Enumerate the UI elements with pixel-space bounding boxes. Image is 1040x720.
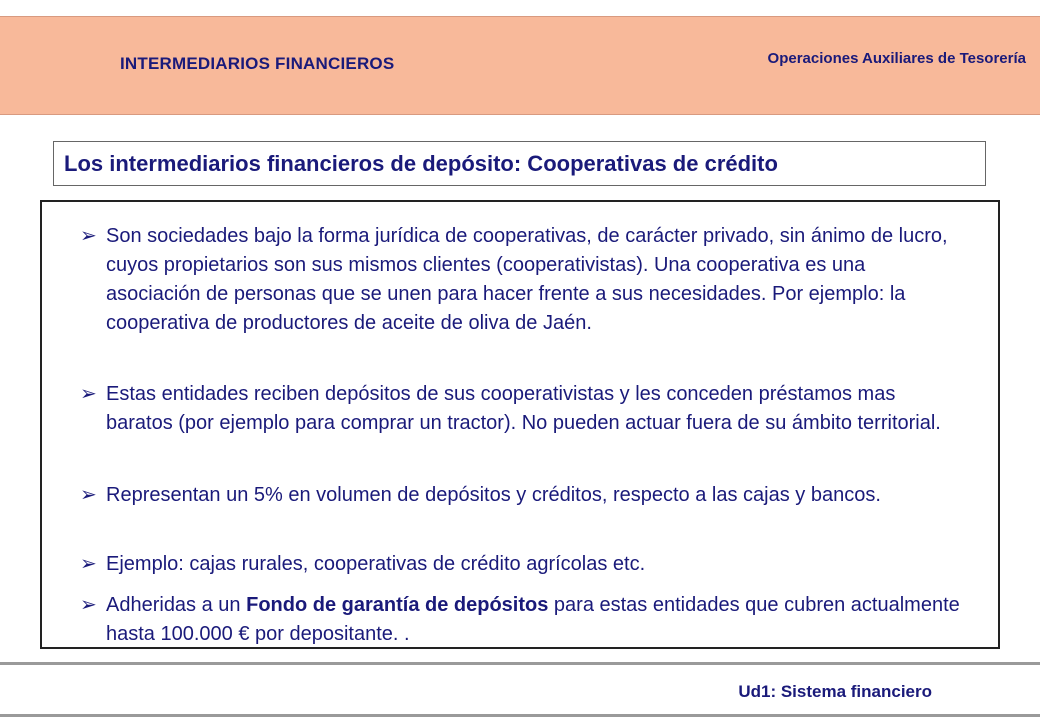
bullet-text-prefix: Adheridas a un [106, 594, 247, 616]
content-box [40, 200, 1000, 649]
footer-divider-top [0, 662, 1040, 665]
arrow-bullet-icon: ➢ [80, 594, 97, 616]
bullet-text-bold: Fondo de garantía de depósitos [246, 594, 549, 616]
arrow-bullet-icon: ➢ [80, 225, 97, 247]
arrow-bullet-icon: ➢ [80, 553, 97, 575]
bullet-text: Ejemplo: cajas rurales, cooperativas de crédito agrícolas etc. [106, 553, 646, 575]
arrow-bullet-icon: ➢ [80, 484, 97, 506]
bullet-text-suffix: para estas entidades que cubren actualmente hasta 100.000 € por depositante. . [106, 594, 960, 645]
footer-unit-label: Ud1: Sistema financiero [738, 682, 932, 701]
slide-title: Los intermediarios financieros de depósito: Cooperativas de crédito [64, 151, 778, 176]
footer-divider-bottom [0, 714, 1040, 717]
bullet-item [80, 380, 960, 438]
slide-title-box [53, 141, 986, 186]
bullet-text: Estas entidades reciben depósitos de sus cooperativistas y les conceden préstamos mas baratos (por ejemplo para comprar un tractor). No pueden actuar fuera de su ámbito territorial. [106, 383, 941, 434]
section-title: INTERMEDIARIOS FINANCIEROS [120, 54, 395, 73]
bullet-text: Son sociedades bajo la forma jurídica de cooperativas, de carácter privado, sin ánimo de lucro, cuyos propietarios son sus mismos clientes (cooperativistas). Una cooperativa es una asociación de personas que se unen para hacer frente a sus necesidades. Por ejemplo: la cooperativa de productores de aceite de oliva de Jaén. [106, 225, 948, 334]
bullet-item [80, 550, 960, 579]
bullet-text: Representan un 5% en volumen de depósitos y créditos, respecto a las cajas y bancos. [106, 484, 881, 506]
bullet-item [80, 222, 960, 338]
bullet-item [80, 591, 960, 649]
arrow-bullet-icon: ➢ [80, 383, 97, 405]
bullet-item [80, 481, 960, 510]
bullet-text [106, 591, 960, 649]
course-title: Operaciones Auxiliares de Tesorería [767, 50, 1026, 67]
header-banner [0, 16, 1040, 115]
